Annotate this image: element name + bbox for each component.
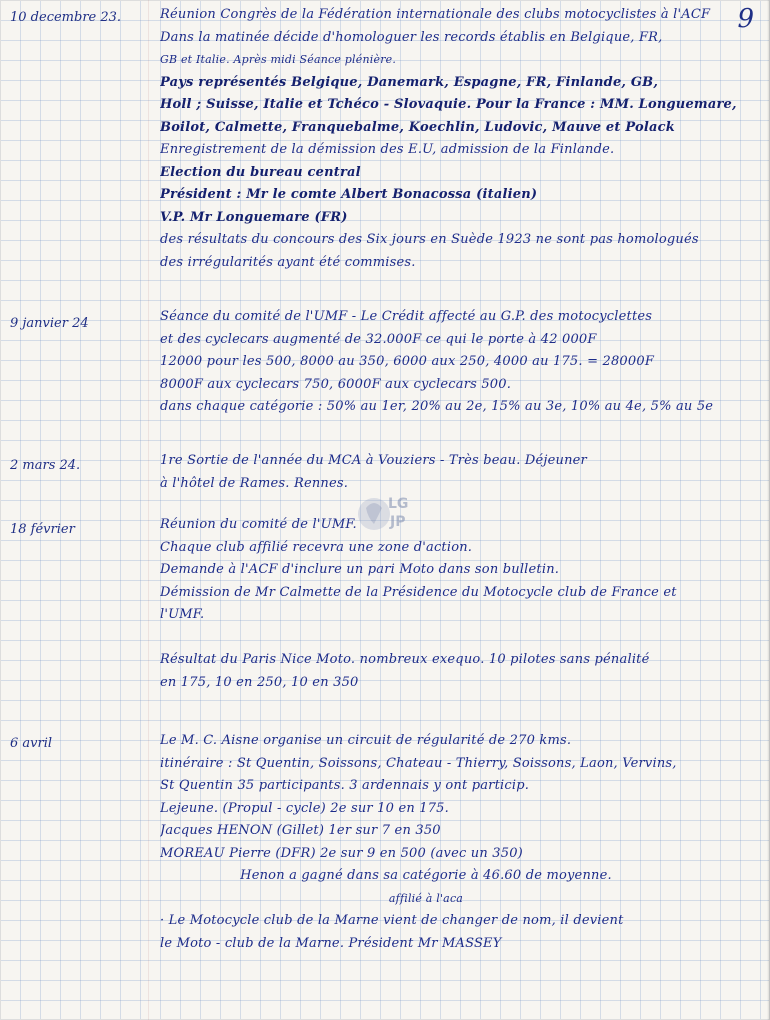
text-line: 8000F aux cyclecars 750, 6000F aux cyclecars 500.: [160, 376, 512, 392]
text-line: St Quentin 35 participants. 3 ardennais y ont particip.: [160, 778, 530, 793]
text-line: Chaque club affilié recevra une zone d'action.: [160, 539, 473, 555]
entry-date: 6 avril: [10, 736, 53, 751]
text-line: 12000 pour les 500, 8000 au 350, 6000 aux 250, 4000 au 175. = 28000F: [160, 354, 655, 369]
text-line: Pays représentés Belgique, Danemark, Espagne, FR, Finlande, GB,: [160, 74, 659, 90]
entry-body: [160, 450, 752, 495]
text-line: Boilot, Calmette, Franquebalme, Koechlin, Ludovic, Mauve et Polack: [160, 119, 675, 135]
text-line: Séance du comité de l'UMF - Le Crédit affecté au G.P. des motocyclettes: [160, 309, 653, 324]
svg-text:JP: JP: [390, 514, 406, 530]
text-line: V.P. Mr Longuemare (FR): [160, 209, 348, 225]
text-line: MOREAU Pierre (DFR) 2e sur 9 en 500 (avec un 350): [160, 845, 523, 861]
entry-date: 18 février: [10, 522, 75, 537]
text-line: dans chaque catégorie : 50% au 1er, 20% au 2e, 15% au 3e, 10% au 4e, 5% au 5e: [160, 399, 714, 414]
text-line: · Le Motocycle club de la Marne vient de changer de nom, il devient: [160, 913, 624, 928]
text-line: Holl ; Suisse, Italie et Tchéco - Slovaquie. Pour la France : MM. Longuemare,: [160, 97, 737, 112]
text-line: Demande à l'ACF d'inclure un pari Moto dans son bulletin.: [160, 562, 560, 577]
text-line: Résultat du Paris Nice Moto. nombreux exequo. 10 pilotes sans pénalité: [160, 652, 650, 667]
text-line: itinéraire : St Quentin, Soissons, Chateau - Thierry, Soissons, Laon, Vervins,: [160, 755, 677, 771]
text-line: l'UMF.: [160, 607, 205, 622]
text-line: le Moto - club de la Marne. Président Mr MASSEY: [160, 935, 502, 951]
margin-line: [148, 0, 149, 1020]
text-line: Réunion Congrès de la Fédération internationale des clubs motocyclistes à l'ACF: [160, 7, 711, 22]
text-line: [160, 627, 752, 650]
text-line: Jacques HENON (Gillet) 1er sur 7 en 350: [160, 823, 441, 838]
entry-date: 10 decembre 23.: [10, 10, 122, 25]
svg-text:LG: LG: [388, 496, 409, 512]
text-line: Lejeune. (Propul - cycle) 2e sur 10 en 175.: [160, 800, 449, 816]
text-line: Henon a gagné dans sa catégorie à 46.60 de moyenne.: [240, 868, 612, 883]
watermark-icon: [352, 484, 418, 544]
text-line: en 175, 10 en 250, 10 en 350: [160, 674, 359, 690]
text-line: affilié à l'aca: [388, 891, 464, 905]
entry-body: [160, 306, 752, 419]
text-line: des irrégularités ayant été commises.: [160, 254, 416, 270]
text-line: Président : Mr le comte Albert Bonacossa (italien): [160, 187, 538, 202]
entry-body: [160, 514, 752, 694]
text-line: à l'hôtel de Rames. Rennes.: [160, 475, 349, 491]
text-line: GB et Italie. Après midi Séance plénière.: [160, 53, 397, 66]
watermark-logo: [352, 484, 418, 544]
entry-date: 9 janvier 24: [10, 316, 89, 331]
text-line: et des cyclecars augmenté de 32.000F ce qui le porte à 42 000F: [160, 331, 597, 347]
text-line: Dans la matinée décide d'homologuer les records établis en Belgique, FR,: [160, 29, 663, 45]
page-number: 9: [737, 4, 754, 34]
text-line: Le M. C. Aisne organise un circuit de régularité de 270 kms.: [160, 733, 572, 748]
text-line: des résultats du concours des Six jours en Suède 1923 ne sont pas homologués: [160, 232, 699, 247]
text-line: Réunion du comité de l'UMF.: [160, 517, 357, 532]
entry-body: [160, 4, 752, 274]
text-line: 1re Sortie de l'année du MCA à Vouziers - Très beau. Déjeuner: [160, 453, 587, 468]
text-line: Démission de Mr Calmette de la Présidence du Motocycle club de France et: [160, 584, 677, 600]
entry-body: [160, 730, 752, 955]
entry-date: 2 mars 24.: [10, 458, 81, 473]
text-line: Election du bureau central: [160, 164, 361, 180]
text-line: Enregistrement de la démission des E.U, admission de la Finlande.: [160, 142, 615, 157]
